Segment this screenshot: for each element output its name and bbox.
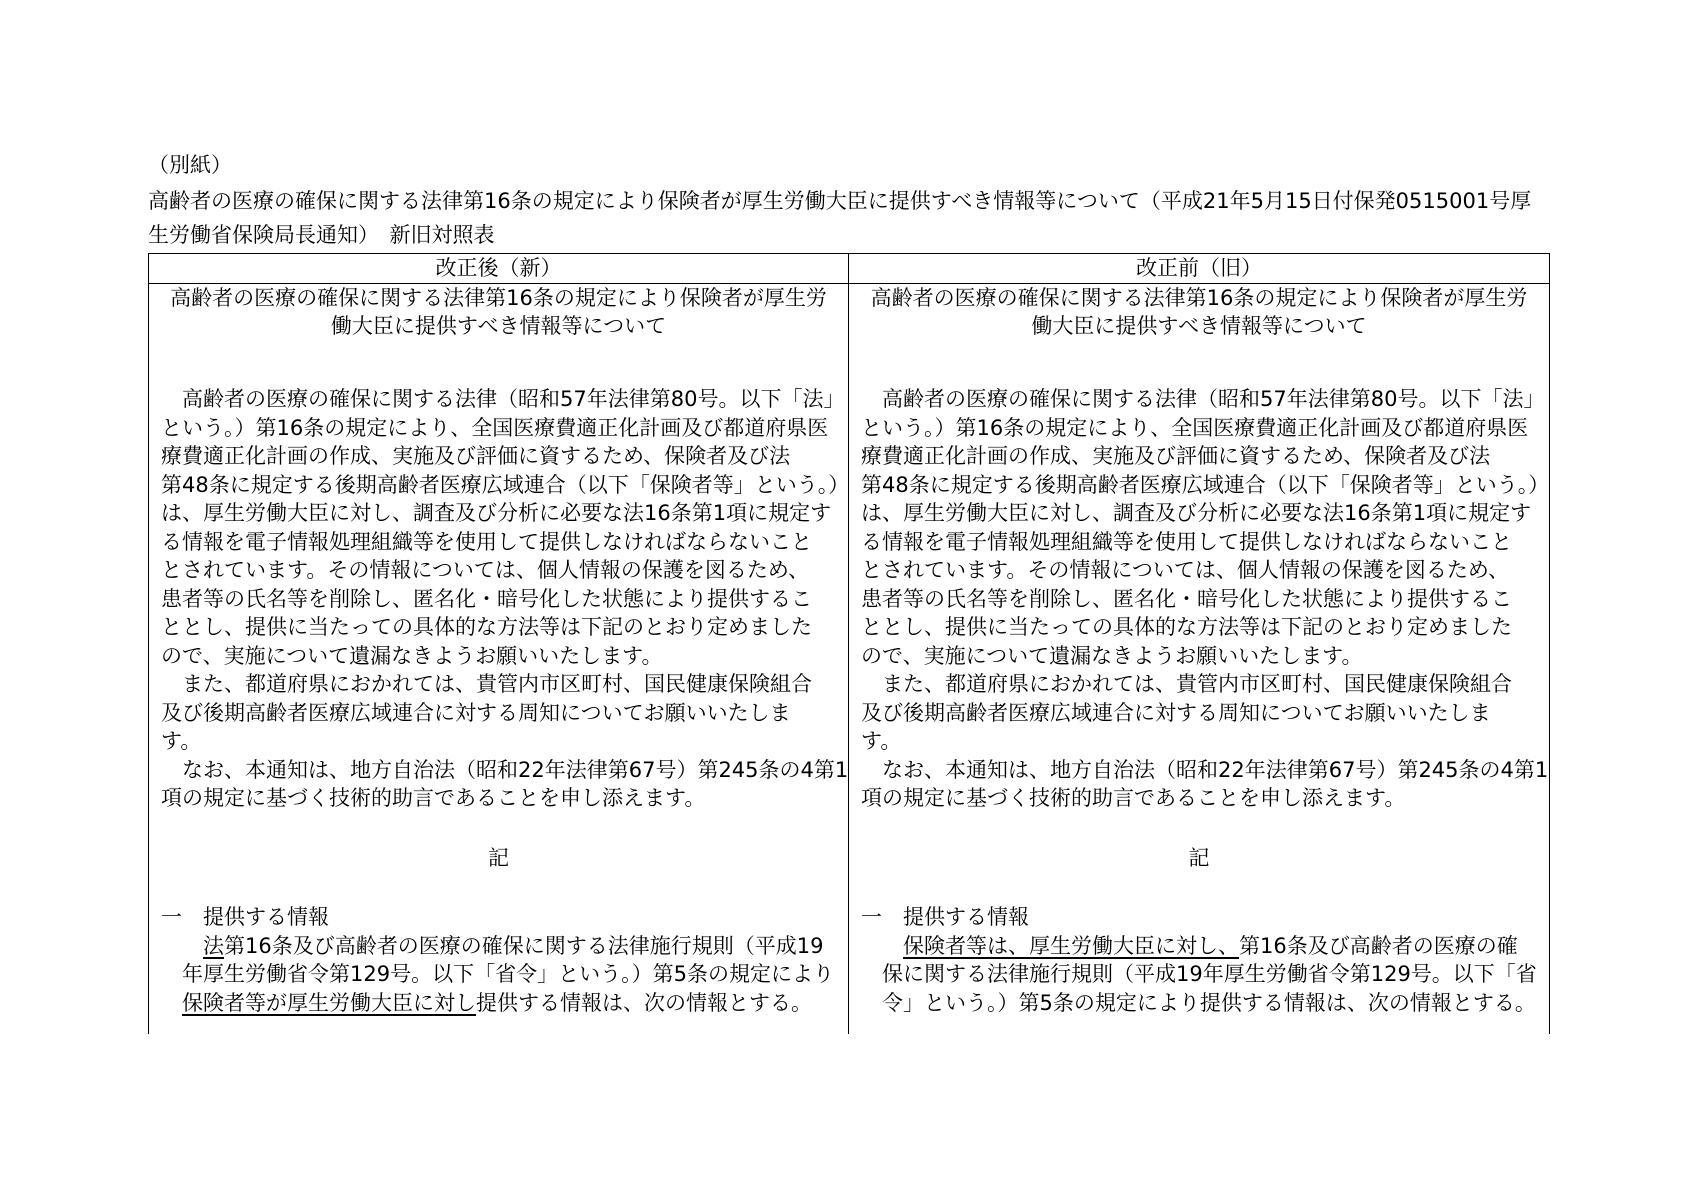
body-line: 項の規定に基づく技術的助言であることを申し添えます。: [861, 786, 1406, 810]
header-new: 改正後（新）: [435, 256, 562, 280]
header-old: 改正前（旧）: [1136, 256, 1262, 280]
item-line: [161, 932, 823, 960]
body-line: 療費適正化計画の作成、実施及び評価に資するため、保険者及び法: [161, 444, 791, 468]
document-title-line: 生労働省保険局長通知） 新旧対照表: [148, 223, 495, 247]
body-line: 患者等の氏名等を削除し、匿名化・暗号化した状態により提供するこ: [161, 586, 812, 611]
body-line: とされています。その情報については、個人情報の保護を図るため、: [161, 558, 810, 582]
notice-title-line: 働大臣に提供すべき情報等について: [330, 314, 667, 338]
body-line: また、都道府県におかれては、貴管内市区町村、国民健康保険組合: [861, 672, 1512, 696]
column-old: [849, 254, 1549, 1034]
body-line: 療費適正化計画の作成、実施及び評価に資するため、保険者及び法: [861, 444, 1491, 468]
underlined-change: 保険者等は、厚生労働大臣に対し、: [903, 933, 1239, 958]
indent: [861, 934, 903, 958]
ki-heading: 記: [488, 846, 509, 870]
section-heading: 一 提供する情報: [861, 905, 1029, 929]
body-line: という。）第16条の規定により、全国医療費適正化計画及び都道府県医: [861, 415, 1529, 440]
body-line: す。: [861, 729, 902, 753]
text: 第16条及び高齢者の医療の確: [1239, 933, 1518, 958]
body-line: なお、本通知は、地方自治法（昭和22年法律第67号）第245条の4第1: [161, 757, 849, 782]
body-line: 及び後期高齢者医療広域連合に対する周知についてお願いいたしま: [861, 700, 1491, 725]
column-new: [149, 254, 848, 1034]
body-line: 及び後期高齢者医療広域連合に対する周知についてお願いいたしま: [161, 700, 791, 725]
underlined-change: 法: [203, 933, 224, 958]
notice-title-line: 高齢者の医療の確保に関する法律第16条の規定により保険者が厚生労: [870, 286, 1528, 310]
body-line: ととし、提供に当たっての具体的な方法等は下記のとおり定めました: [861, 615, 1512, 639]
body-line: ととし、提供に当たっての具体的な方法等は下記のとおり定めました: [161, 615, 812, 639]
document-title-line: 高齢者の医療の確保に関する法律第16条の規定により保険者が厚生労働大臣に提供すべき情報等について（平成21年5月15日付保発0515001号厚: [148, 189, 1532, 213]
notice-title-line: 高齢者の医療の確保に関する法律第16条の規定により保険者が厚生労: [170, 286, 827, 310]
body-line: 患者等の氏名等を削除し、匿名化・暗号化した状態により提供するこ: [861, 586, 1512, 611]
body-line: という。）第16条の規定により、全国医療費適正化計画及び都道府県医: [161, 415, 829, 440]
comparison-table: [148, 253, 1550, 1034]
body-line: 高齢者の医療の確保に関する法律（昭和57年法律第80号。以下「法」: [861, 387, 1545, 411]
body-line: る情報を電子情報処理組織等を使用して提供しなければならないこと: [161, 529, 812, 554]
body-line: なお、本通知は、地方自治法（昭和22年法律第67号）第245条の4第1: [861, 757, 1549, 782]
indent: [161, 934, 203, 958]
body-line: とされています。その情報については、個人情報の保護を図るため、: [861, 558, 1510, 582]
item-line: 年厚生労働省令第129号。以下「省令」という。）第5条の規定により: [161, 962, 834, 986]
body-line: 項の規定に基づく技術的助言であることを申し添えます。: [161, 786, 706, 810]
body-line: また、都道府県におかれては、貴管内市区町村、国民健康保険組合: [161, 672, 812, 696]
body-line: る情報を電子情報処理組織等を使用して提供しなければならないこと: [861, 529, 1512, 554]
body-line: す。: [161, 729, 202, 753]
body-line: は、厚生労働大臣に対し、調査及び分析に必要な法16条第1項に規定す: [161, 501, 832, 525]
notice-title-line: 働大臣に提供すべき情報等について: [1031, 314, 1367, 338]
item-line: 保に関する法律施行規則（平成19年厚生労働省令第129号。以下「省: [861, 962, 1537, 986]
text: 第16条及び高齢者の医療の確保に関する法律施行規則（平成19: [224, 933, 824, 958]
indent: [161, 991, 182, 1015]
underlined-change: 保険者等が厚生労働大臣に対し: [182, 990, 476, 1015]
text: 提供する情報は、次の情報とする。: [476, 990, 812, 1015]
body-line: ので、実施について遺漏なきようお願いいたします。: [861, 643, 1363, 668]
body-line: 第48条に規定する後期高齢者医療広域連合（以下「保険者等」という。）: [861, 472, 1550, 497]
item-line: 令」という。）第5条の規定により提供する情報は、次の情報とする。: [861, 990, 1536, 1015]
ki-heading: 記: [1188, 846, 1210, 870]
body-line: 高齢者の医療の確保に関する法律（昭和57年法律第80号。以下「法」: [161, 387, 845, 411]
body-line: ので、実施について遺漏なきようお願いいたします。: [161, 643, 663, 668]
body-line: 第48条に規定する後期高齢者医療広域連合（以下「保険者等」という。）: [161, 472, 850, 497]
item-line: [161, 989, 812, 1017]
body-line: は、厚生労働大臣に対し、調査及び分析に必要な法16条第1項に規定す: [861, 501, 1532, 525]
attachment-label: （別紙）: [148, 153, 232, 177]
item-line: [861, 932, 1518, 960]
section-heading: 一 提供する情報: [161, 905, 329, 929]
